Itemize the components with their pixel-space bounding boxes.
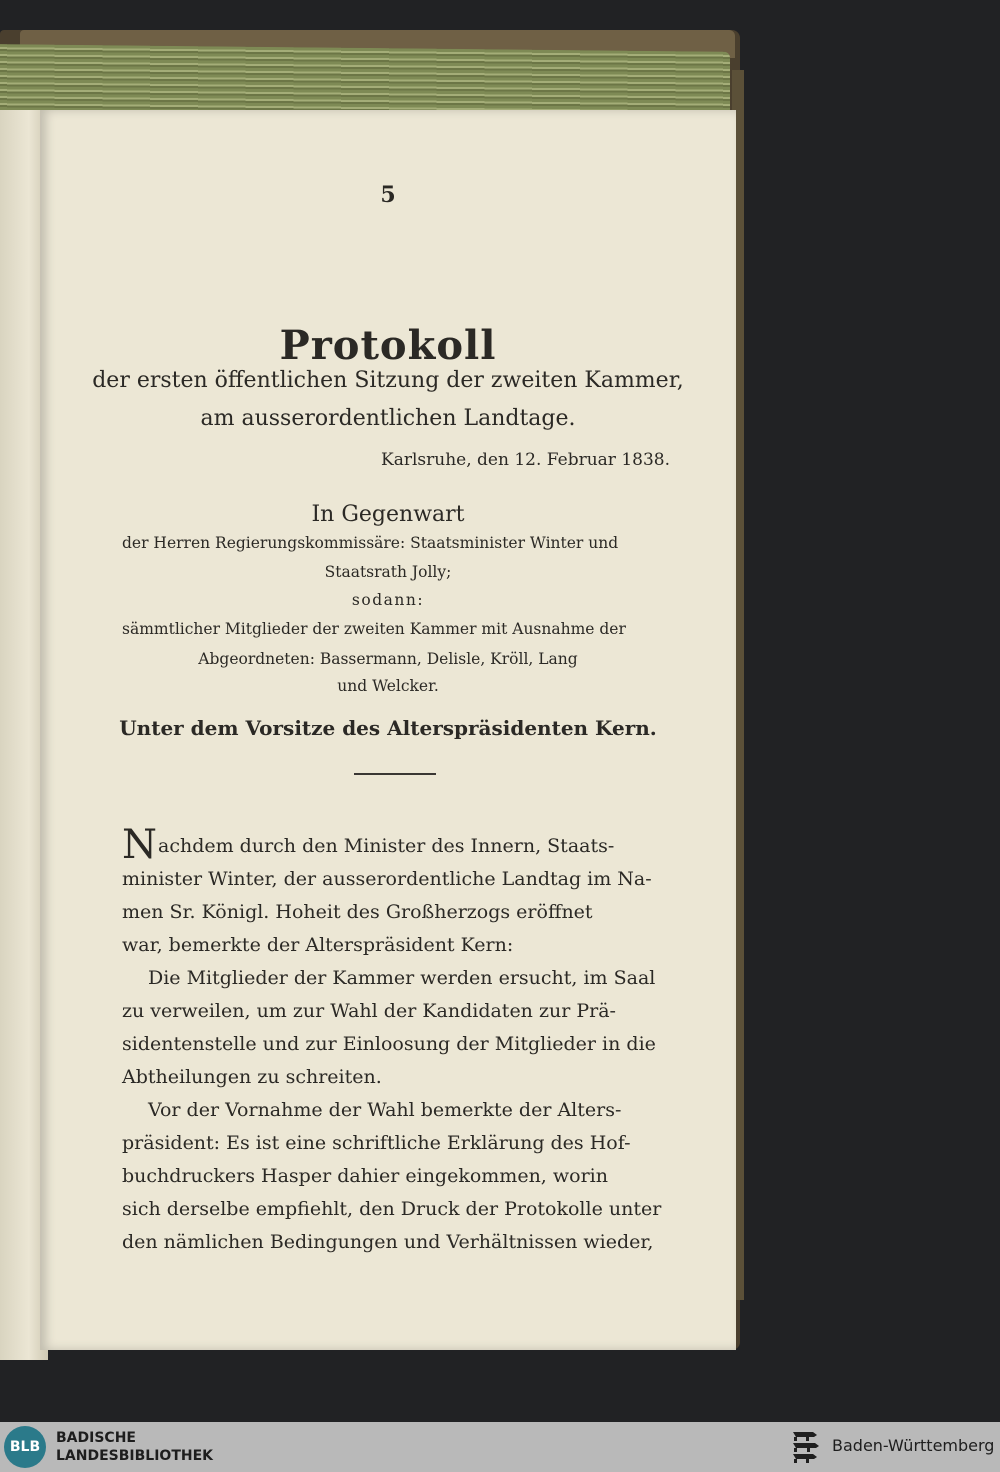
drop-cap: N xyxy=(122,822,157,868)
body-line: war, bemerkte der Alterspräsident Kern: xyxy=(122,934,514,956)
section-divider xyxy=(354,773,436,775)
body-line xyxy=(122,822,672,868)
body-line: präsident: Es ist eine schriftliche Erklärung des Hof- xyxy=(122,1132,631,1154)
attendance-line: sämmtlicher Mitglieder der zweiten Kammer mit Ausnahme der xyxy=(122,620,626,638)
attendance-line: und Welcker. xyxy=(337,677,439,695)
body-line: den nämlichen Bedingungen und Verhältnissen wieder, xyxy=(122,1231,654,1253)
baden-wuerttemberg-lions-icon[interactable] xyxy=(790,1428,824,1466)
library-name[interactable] xyxy=(56,1429,213,1465)
body-line: minister Winter, der ausserordentliche Landtag im Na- xyxy=(122,868,652,890)
body-line-text: achdem durch den Minister des Innern, Staats- xyxy=(158,835,615,857)
subtitle-line-2: am ausserordentlichen Landtage. xyxy=(200,406,576,431)
body-line: men Sr. Königl. Hoheit des Großherzogs eröffnet xyxy=(122,901,593,923)
body-line: sich derselbe empfiehlt, den Druck der Protokolle unter xyxy=(122,1198,662,1220)
body-line: zu verweilen, um zur Wahl der Kandidaten zur Prä- xyxy=(122,1000,616,1022)
blb-logo-icon[interactable]: BLB xyxy=(4,1426,46,1468)
library-name-line-1: BADISCHE xyxy=(56,1430,136,1446)
attendance-line: sodann: xyxy=(351,591,425,609)
body-line: Die Mitglieder der Kammer werden ersucht, im Saal xyxy=(148,967,656,989)
footer-bar xyxy=(0,1422,1000,1472)
place-date: Karlsruhe, den 12. Februar 1838. xyxy=(381,450,670,470)
subtitle-line-1: der ersten öffentlichen Sitzung der zweiten Kammer, xyxy=(92,368,684,393)
chair-line: Unter dem Vorsitze des Alterspräsidenten Kern. xyxy=(119,716,657,740)
attendance-line: Abgeordneten: Bassermann, Delisle, Kröll, Lang xyxy=(198,650,578,668)
state-name[interactable]: Baden-Württemberg xyxy=(832,1436,995,1455)
body-line: sidentenstelle und zur Einloosung der Mitglieder in die xyxy=(122,1033,656,1055)
document-title: Protokoll xyxy=(279,322,497,369)
body-line: Vor der Vornahme der Wahl bemerkte der Alters- xyxy=(148,1099,622,1121)
attendance-line: der Herren Regierungskommissäre: Staatsminister Winter und xyxy=(122,534,619,552)
page-number: 5 xyxy=(380,182,396,208)
body-line: buchdruckers Hasper dahier eingekommen, worin xyxy=(122,1165,608,1187)
book-page xyxy=(40,110,736,1350)
body-line: Abtheilungen zu schreiten. xyxy=(122,1066,382,1088)
attendance-line: Staatsrath Jolly; xyxy=(324,563,452,581)
presence-heading: In Gegenwart xyxy=(311,502,465,527)
library-name-line-2: LANDESBIBLIOTHEK xyxy=(56,1448,214,1464)
